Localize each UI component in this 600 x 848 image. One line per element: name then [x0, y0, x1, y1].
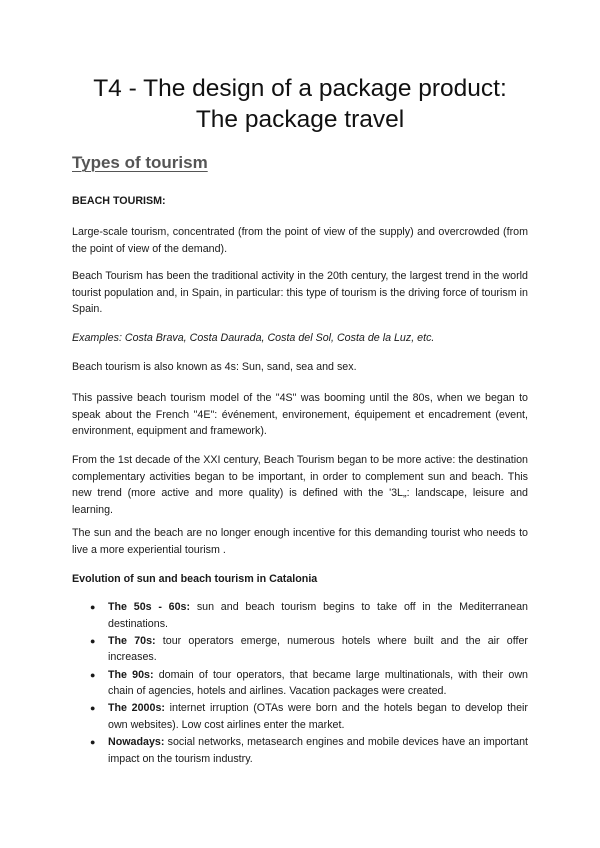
list-item-text: tour operators emerge, numerous hotels where built and the air offer increases. [108, 634, 528, 664]
paragraph-xxi-century: From the 1st decade of the XXI century, Beach Tourism began to be more active: the destination complementary activities began to be important, in order to complement sun and beach. This new trend (more active and more quality) is defined with the '3L„: landscape, leisure and learning. [72, 454, 528, 516]
list-item [90, 599, 528, 632]
list-item-label: The 70s: [108, 634, 156, 647]
list-item [90, 700, 528, 733]
paragraph-4s: Beach tourism is also known as 4s: Sun, sand, sea and sex. [72, 361, 357, 373]
list-item-label: Nowadays: [108, 736, 165, 749]
list-item-label: The 90s: [108, 668, 154, 681]
examples-text: : Costa Brava, Costa Daurada, Costa del Sol, Costa de la Luz, etc. [118, 332, 435, 344]
list-item-label: The 2000s: [108, 702, 165, 715]
paragraph-large-scale: Large-scale tourism, concentrated (from the point of view of the supply) and overcrowded (from the point of view of the demand). [72, 226, 528, 255]
paragraph-4e: This passive beach tourism model of the "4S" was booming until the 80s, when we began to speak about the French "4E": événement, environement, équipement et encadrement (event, environment, equipment and framework). [72, 392, 528, 438]
list-item-text: social networks, metasearch engines and mobile devices have an important impact on the tourism industry. [108, 736, 528, 765]
bullet-icon: ● [90, 635, 96, 646]
paragraph-traditional-activity: Beach Tourism has been the traditional activity in the 20th century, the largest trend in the world tourist population and, in Spain, in particular: this type of tourism is the driving force of tourism in Spain. [72, 270, 528, 316]
list-item-text: internet irruption (OTAs were born and the hotels began to develop their own websites). Low cost airlines enter the market. [108, 702, 528, 731]
list-item-label: The 50s - 60s: [108, 601, 191, 613]
paragraph-examples [72, 330, 528, 347]
bullet-icon: ● [90, 737, 96, 748]
bullet-icon: ● [90, 703, 96, 714]
paragraph-sun-and-beach: The sun and the beach are no longer enough incentive for this demanding tourist who needs to live a more experiential tourism . [72, 527, 528, 556]
beach-tourism-heading: BEACH TOURISM: [72, 195, 166, 207]
section-heading-types-of-tourism: Types of tourism [72, 153, 208, 172]
list-item [90, 734, 528, 767]
title-line-1: T4 - The design of a package product: [93, 75, 507, 102]
page-title [0, 73, 600, 135]
bullet-icon: ● [90, 669, 96, 680]
list-item-text: sun and beach tourism begins to take off in the Mediterranean destinations. [108, 601, 528, 630]
examples-label: Examples [72, 332, 119, 344]
evolution-list [90, 599, 528, 768]
list-item [90, 667, 528, 700]
evolution-heading: Evolution of sun and beach tourism in Catalonia [72, 573, 318, 585]
list-item [90, 633, 528, 666]
list-item-text: domain of tour operators, that became large multinationals, with their own chain of agencies, hotels and airlines. Vacation packages were created. [108, 668, 528, 698]
bullet-icon: ● [90, 602, 96, 612]
title-line-2: The package travel [195, 106, 405, 133]
